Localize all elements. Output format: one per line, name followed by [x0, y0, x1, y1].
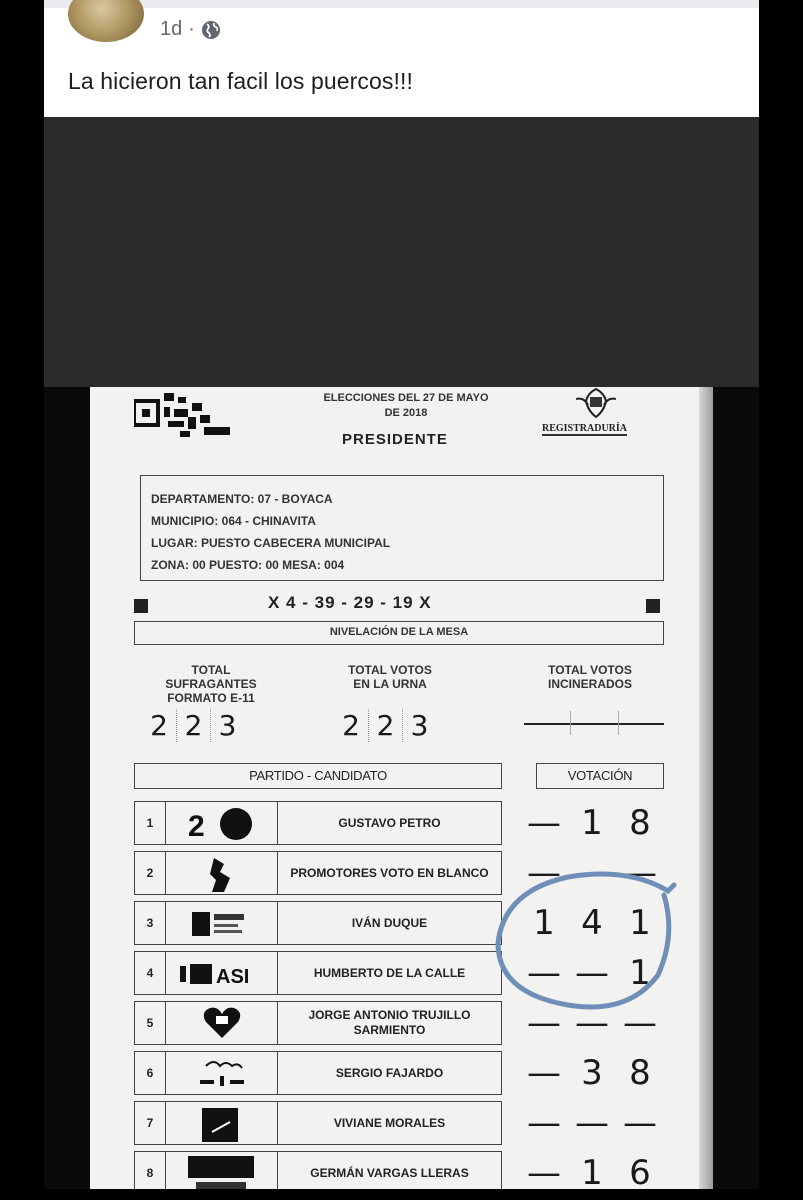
row-number: 1	[134, 801, 166, 845]
row-number: 2	[134, 851, 166, 895]
paper-edge	[699, 387, 713, 1189]
vote-digit: —	[527, 1003, 561, 1043]
vote-digit: —	[575, 853, 609, 893]
row-number: 5	[134, 1001, 166, 1045]
digit: 3	[210, 709, 244, 742]
lugar: LUGAR: PUESTO CABECERA MUNICIPAL	[151, 536, 391, 550]
vote-digit: 1	[629, 953, 651, 993]
globe-icon	[201, 20, 221, 40]
vote-digit: —	[527, 1053, 561, 1093]
digit: 2	[368, 709, 402, 742]
vote-digit: 6	[629, 1153, 651, 1189]
vote-digit: 4	[581, 903, 603, 943]
candidate-name: GUSTAVO PETRO	[278, 801, 502, 845]
partido-header: PARTIDO - CANDIDATO	[134, 763, 502, 789]
coat-of-arms-icon	[568, 387, 624, 421]
nivelacion-header: NIVELACIÓN DE LA MESA	[134, 621, 664, 645]
vote-digit: —	[527, 953, 561, 993]
vote-digit: 1	[581, 803, 603, 843]
meta-separator: ·	[188, 18, 195, 40]
party-logo	[166, 901, 278, 945]
candidate-name: VIVIANE MORALES	[278, 1101, 502, 1145]
post-timestamp[interactable]: 1d	[160, 18, 183, 40]
digit: 2	[342, 709, 360, 742]
vote-digit: —	[623, 1003, 657, 1043]
electoral-form-e14	[90, 387, 713, 1189]
candidate-row	[134, 1101, 502, 1145]
svg-text:2: 2	[188, 810, 205, 843]
party-logo	[166, 801, 278, 845]
row-number: 8	[134, 1151, 166, 1189]
qr-code-icon	[134, 393, 242, 441]
total-incinerados-dashes	[524, 723, 664, 725]
digit: 3	[402, 709, 436, 742]
total-sufragantes-label: TOTAL SUFRAGANTES FORMATO E-11	[165, 663, 257, 705]
row-number: 6	[134, 1051, 166, 1095]
digit: 2	[150, 709, 168, 742]
voto-blanco-logo-icon	[166, 852, 278, 896]
post-photo[interactable]	[44, 117, 759, 1189]
candidate-row	[134, 951, 502, 995]
vote-count	[520, 1101, 668, 1145]
feed-divider	[44, 0, 759, 8]
candidate-name: SERGIO FAJARDO	[278, 1051, 502, 1095]
vote-count	[520, 1151, 668, 1189]
party-logo	[166, 951, 278, 995]
registration-mark-left	[134, 599, 148, 613]
registration-mark-right	[646, 599, 660, 613]
vote-digit: 1	[581, 1153, 603, 1189]
candidate-row	[134, 801, 502, 845]
total-urna-digits	[334, 709, 436, 742]
total-sufragantes-digits	[142, 709, 244, 742]
vote-digit: —	[575, 1103, 609, 1143]
vote-digit: —	[623, 1103, 657, 1143]
vote-digit: —	[623, 853, 657, 893]
party-logo	[166, 851, 278, 895]
svg-text:ASI: ASI	[216, 966, 250, 988]
candidate-name: JORGE ANTONIO TRUJILLO SARMIENTO	[278, 1001, 502, 1045]
vote-digit: 1	[533, 903, 555, 943]
total-urna-label: TOTAL VOTOS EN LA URNA	[348, 663, 432, 691]
vote-digit: —	[575, 1003, 609, 1043]
vote-digit: —	[527, 1103, 561, 1143]
candidate-row	[134, 851, 502, 895]
vote-count	[520, 1051, 668, 1095]
row-number: 7	[134, 1101, 166, 1145]
highlight-circle-annotation	[488, 865, 678, 1015]
redaction-cover	[44, 117, 759, 387]
vote-digit: 3	[581, 1053, 603, 1093]
office-title: PRESIDENTE	[342, 431, 448, 448]
vote-digit: —	[527, 803, 561, 843]
viviane-morales-logo-icon	[166, 1102, 278, 1146]
candidate-row	[134, 1051, 502, 1095]
avatar[interactable]	[68, 0, 144, 42]
vote-digit: 1	[629, 903, 651, 943]
fajardo-signature-logo-icon	[166, 1052, 278, 1096]
vote-count	[520, 801, 668, 845]
total-incinerados-label: TOTAL VOTOS INCINERADOS	[547, 663, 632, 691]
candidate-name: HUMBERTO DE LA CALLE	[278, 951, 502, 995]
row-number: 3	[134, 901, 166, 945]
post-meta	[160, 18, 221, 41]
municipio: MUNICIPIO: 064 - CHINAVITA	[151, 514, 316, 528]
form-code: X 4 - 39 - 29 - 19 X	[268, 593, 432, 612]
candidate-row	[134, 901, 502, 945]
candidate-name: PROMOTORES VOTO EN BLANCO	[278, 851, 502, 895]
party-logo	[166, 1151, 278, 1189]
zona-puesto-mesa: ZONA: 00 PUESTO: 00 MESA: 004	[151, 558, 345, 572]
row-number: 4	[134, 951, 166, 995]
vote-digit: 8	[629, 803, 651, 843]
party-logo	[166, 1001, 278, 1045]
digit: 2	[176, 709, 210, 742]
candidate-name: GERMÁN VARGAS LLERAS	[278, 1151, 502, 1189]
post-header	[44, 0, 759, 117]
institution-logo: REGISTRADURÍA	[542, 423, 628, 434]
post-text: La hicieron tan facil los puercos!!!	[68, 68, 413, 94]
vote-digit: —	[527, 1153, 561, 1189]
location-box	[140, 475, 664, 581]
departamento: DEPARTAMENTO: 07 - BOYACA	[151, 492, 333, 506]
election-title: ELECCIONES DEL 27 DE MAYO DE 2018	[323, 392, 489, 419]
colombia-humana-logo-icon	[166, 802, 278, 846]
centro-democratico-logo-icon	[166, 902, 278, 946]
vargas-lleras-logo-icon	[166, 1152, 278, 1189]
liberal-asi-logo-icon	[166, 952, 278, 996]
candidate-name: IVÁN DUQUE	[278, 901, 502, 945]
party-logo	[166, 1101, 278, 1145]
heart-logo-icon	[166, 1002, 278, 1046]
vote-digit: —	[575, 953, 609, 993]
party-logo	[166, 1051, 278, 1095]
votacion-header: VOTACIÓN	[536, 763, 664, 789]
candidate-row	[134, 1151, 502, 1189]
candidate-row	[134, 1001, 502, 1045]
vote-digit: —	[527, 853, 561, 893]
vote-digit: 8	[629, 1053, 651, 1093]
